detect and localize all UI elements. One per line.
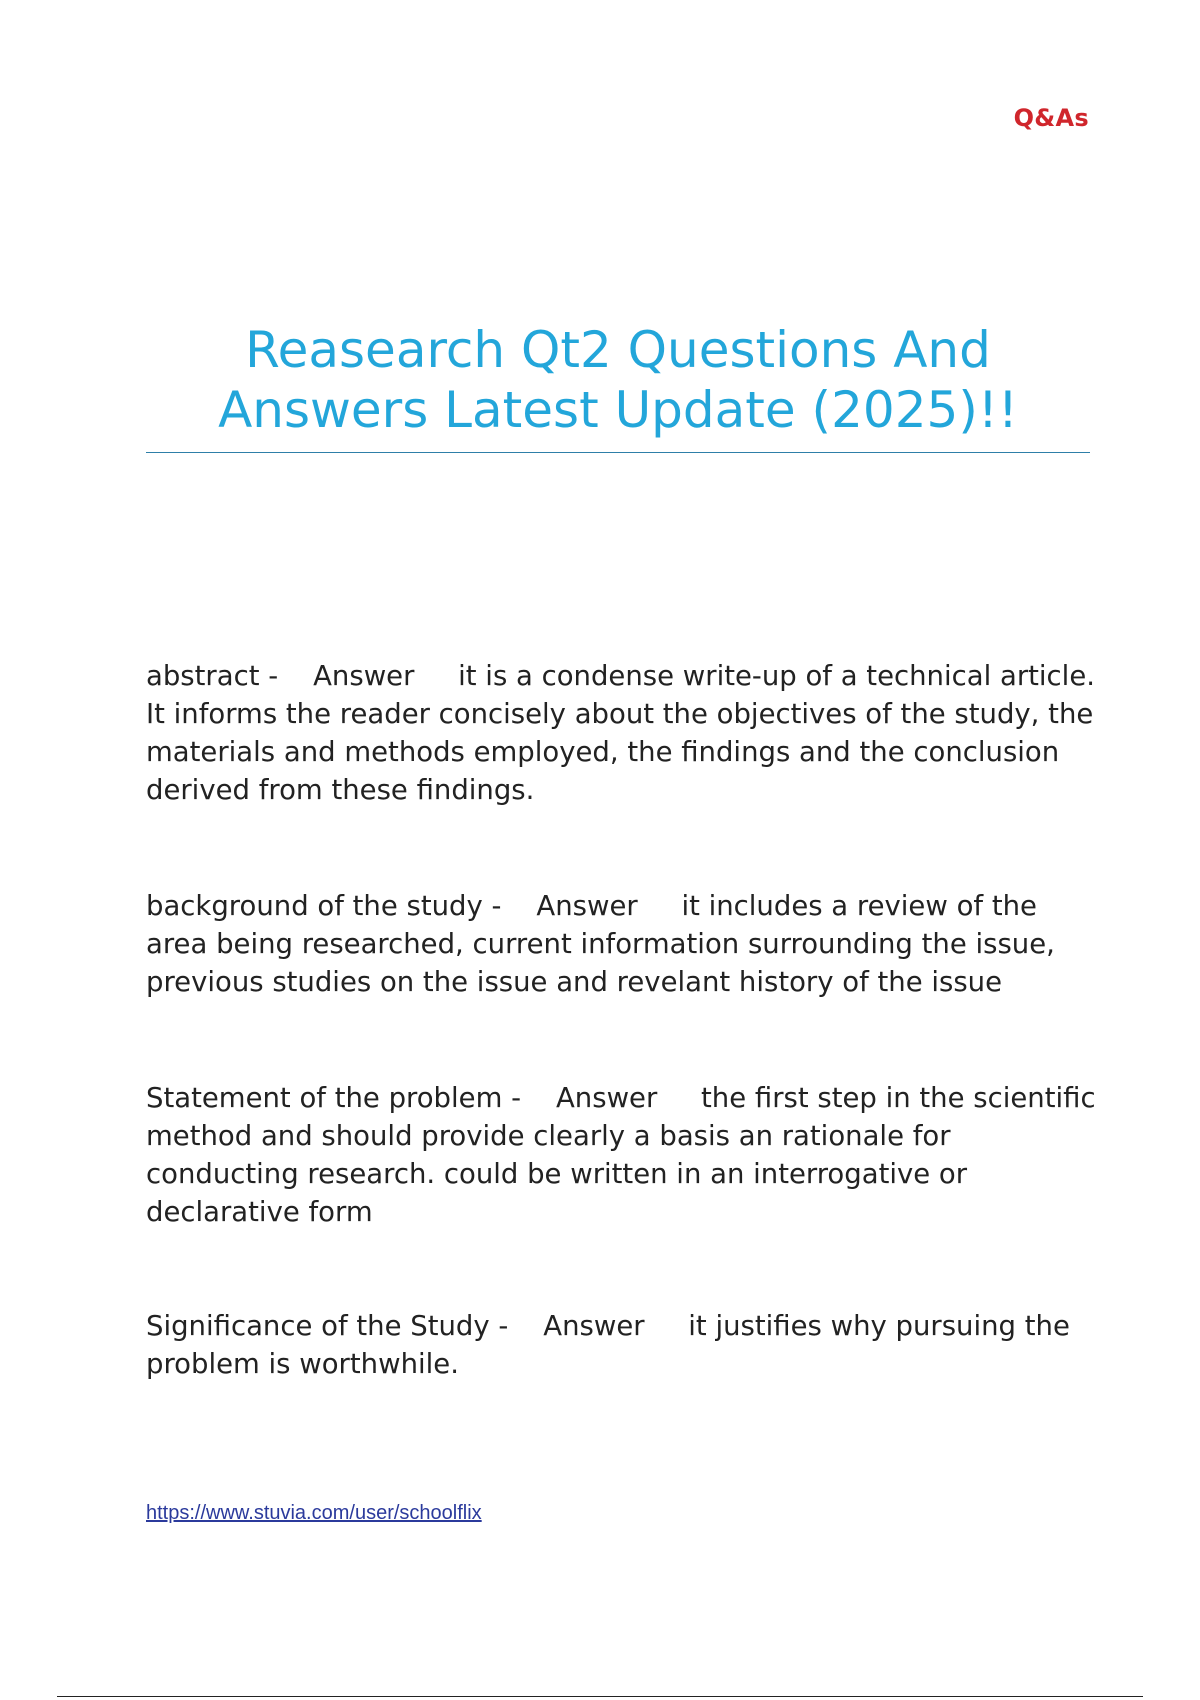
- qa-answer-label: Answer: [543, 1310, 645, 1342]
- qa-item-abstract: [146, 657, 1096, 809]
- qa-term: abstract -: [146, 660, 279, 692]
- document-title: Reasearch Qt2 Questions And Answers Latest Update (2025)!!: [218, 321, 1018, 439]
- qa-answer-label: Answer: [536, 890, 638, 922]
- qa-term: Significance of the Study -: [146, 1310, 509, 1342]
- qa-term: background of the study -: [146, 890, 502, 922]
- qa-answer-label: Answer: [556, 1082, 658, 1114]
- qa-item-background: [146, 887, 1096, 1001]
- qa-item-significance: [146, 1307, 1096, 1383]
- source-link[interactable]: https://www.stuvia.com/user/schoolflix: [146, 1502, 482, 1524]
- qa-answer: it is a condense write-up of a technical article. It informs the reader concisely about the objectives of the study, the materials and methods employed, the findings and the conclusion derived from these findings.: [146, 660, 1095, 806]
- qa-answer: it justifies why pursuing the problem is worthwhile.: [146, 1310, 1070, 1380]
- title-block: [146, 320, 1090, 453]
- qa-tag: Q&As: [1013, 104, 1089, 132]
- qa-item-statement: [146, 1079, 1096, 1231]
- qa-answer: it includes a review of the area being researched, current information surrounding the issue, previous studies on the issue and revelant history of the issue: [146, 890, 1055, 998]
- qa-answer-label: Answer: [313, 660, 415, 692]
- footer-divider: [57, 1696, 1143, 1697]
- qa-term: Statement of the problem -: [146, 1082, 522, 1114]
- qa-answer: the first step in the scientific method and should provide clearly a basis an rationale for conducting research. could be written in an interrogative or declarative form: [146, 1082, 1096, 1228]
